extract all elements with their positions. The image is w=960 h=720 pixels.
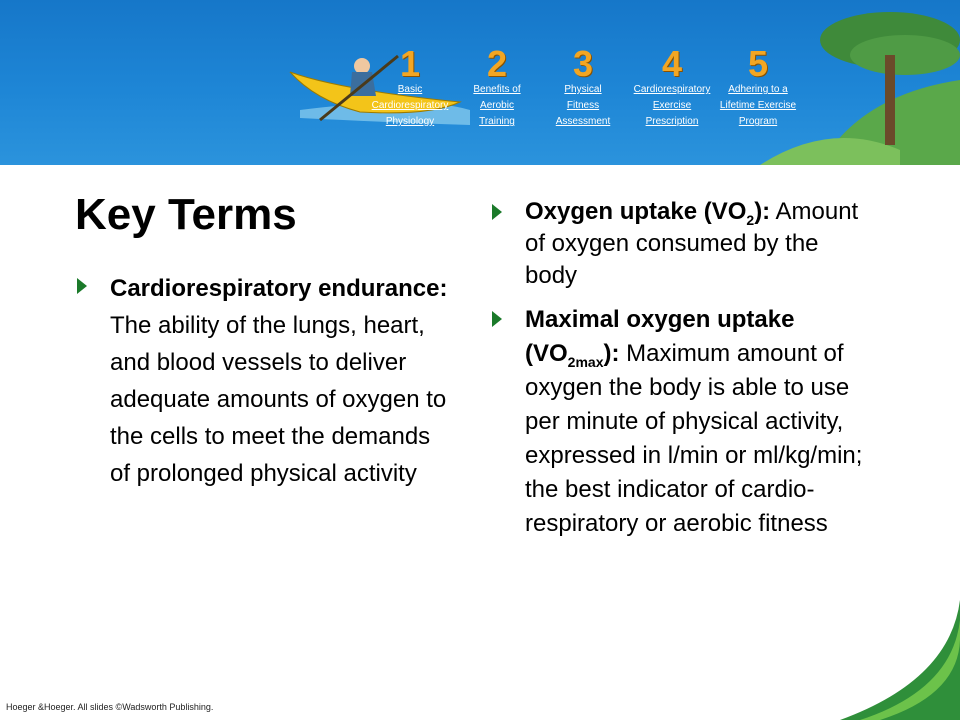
term-label: Maximal oxygen uptake $(VO_{2max})$: <box>525 306 795 370</box>
bullet-arrow-icon <box>492 204 502 220</box>
bullet-maximal-oxygen-uptake <box>525 303 870 541</box>
nav-step-2-label[interactable]: Benefits of Aerobic Training <box>473 84 521 127</box>
nav-step-4[interactable] <box>627 43 717 130</box>
bullet-arrow-icon <box>492 311 502 327</box>
nav-step-4-label[interactable]: Cardiorespiratory Exercise Prescription <box>633 84 711 127</box>
nav-step-1[interactable] <box>365 43 455 130</box>
bullet-oxygen-uptake <box>525 196 865 292</box>
nav-step-1-label[interactable]: Basic Cardiorespiratory Physiology <box>371 84 449 127</box>
bullet-cardiorespiratory-endurance <box>110 270 450 492</box>
slide-title: Key Terms <box>75 190 297 239</box>
copyright-footer: Hoeger &Hoeger. All slides ©Wadsworth Publishing. <box>6 702 214 712</box>
nav-step-3[interactable] <box>538 43 628 130</box>
term-label: Cardiorespiratory endurance: <box>110 275 448 302</box>
bullet-arrow-icon <box>77 278 87 294</box>
step-number: 4 <box>661 43 683 84</box>
nav-step-2[interactable] <box>452 43 542 130</box>
nav-step-5[interactable] <box>713 43 803 130</box>
term-label: Oxygen uptake $(VO_2)$: <box>525 198 771 228</box>
step-number: 1 <box>399 43 421 84</box>
step-number: 2 <box>486 43 508 84</box>
term-definition: Maximum amount of oxygen the body is able to use per minute of physical activity, expressed in l/min or ml/kg/min; the best indicator of cardio-respiratory or aerobic fitness <box>525 340 863 537</box>
corner-swoosh-decoration <box>840 600 960 720</box>
term-definition: Amount of oxygen consumed by the body <box>525 198 859 289</box>
step-number: 3 <box>572 43 594 84</box>
nav-step-3-label[interactable]: Physical Fitness Assessment <box>555 84 611 127</box>
step-number: 5 <box>747 43 769 84</box>
term-definition: The ability of the lungs, heart, and blood vessels to deliver adequate amounts of oxygen to the cells to meet the demands of prolonged physical activity <box>110 312 447 487</box>
nav-step-5-label[interactable]: Adhering to a Lifetime Exercise Program <box>719 84 797 127</box>
